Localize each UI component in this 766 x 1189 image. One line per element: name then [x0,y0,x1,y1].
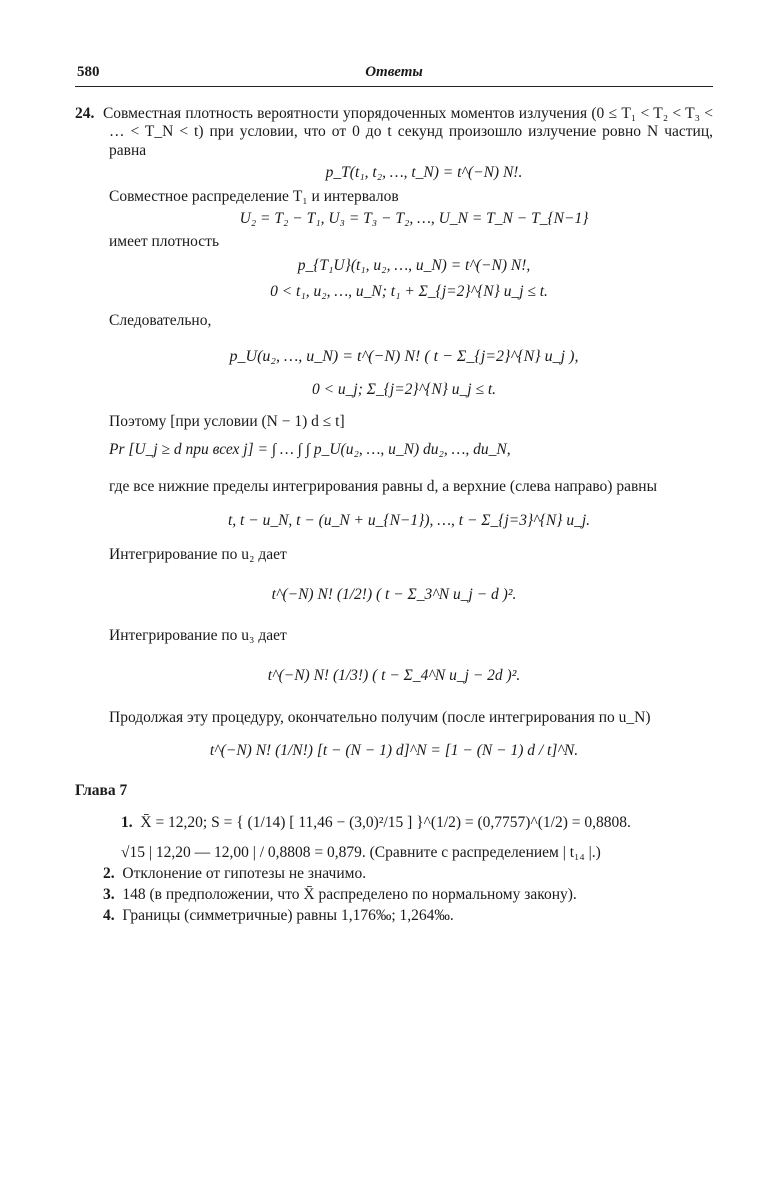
equation-4: Pr [U_j ≥ d при всех j] = ∫ … ∫ ∫ p_U(u₂, …, u_N) du₂, …, du_N, [109,441,511,459]
page-header [75,64,713,87]
equation-6: t^(−N) N! (1/3!) ( t − Σ_4^N u_j − 2d )². [267,666,521,684]
equation-1: p_T(t₁, t₂, …, t_N) = t^(−N) N!. [325,163,523,181]
problem-number: 24. [75,105,95,122]
answer-1-number: 1. [121,814,133,832]
answer-3-number: 3. [103,885,115,903]
continue-text: Продолжая эту процедуру, окончательно получим (после интегрирования по u_N) [109,709,651,727]
hence-text: Поэтому [при условии (N − 1) d ≤ t] [109,412,345,430]
intervals-equation: U₂ = T₂ − T₁, U₃ = T₃ − T₂, …, U_N = T_N − T_{N−1} [239,210,589,228]
has-density-text: имеет плотность [109,232,220,250]
answer-2 [103,865,713,883]
answer-2-text: Отклонение от гипотезы не значимо. [122,864,367,882]
integration-u3-text: Интегрирование по u₃ дает [109,626,287,644]
answer-4-text: Границы (симметричные) равны 1,176‰; 1,264‰. [122,907,454,925]
problem-24-intro [75,105,713,160]
chapter-title: Глава 7 [75,781,128,799]
running-title: Ответы [365,64,423,80]
limits-equation: t, t − u_N, t − (u_N + u_{N−1}), …, t − Σ_{j=3}^{N} u_j. [228,511,590,529]
page-number: 580 [77,64,100,80]
limits-text: где все нижние пределы интегрирования равны d, а верхние (слева направо) равны [109,477,657,495]
equation-3: p_U(u₂, …, u_N) = t^(−N) N! ( t − Σ_{j=2}^{N} u_j ), [229,347,579,365]
answer-1 [121,814,713,832]
answer-3 [103,886,713,904]
therefore-text: Следовательно, [109,311,212,329]
integration-u2-text: Интегрирование по u₂ дает [109,546,287,564]
answer-3-text: 148 (в предположении, что X̄ распределено по нормальному закону). [122,885,577,903]
equation-3-condition: 0 < u_j; Σ_{j=2}^{N} u_j ≤ t. [311,380,497,398]
page [75,64,713,925]
equation-7: t^(−N) N! (1/N!) [t − (N − 1) d]^N = [1 − (N − 1) d / t]^N. [209,741,579,759]
problem-24-intro-text: Совместная плотность вероятности упорядоченных моментов излучения (0 ≤ T₁ < T₂ < T₃ < … < T_N < t) при условии, что от 0 до t секунд произошло излучение ровно N частиц, равна [102,105,714,159]
answer-2-number: 2. [103,864,115,882]
equation-5: t^(−N) N! (1/2!) ( t − Σ_3^N u_j − d )². [271,586,517,604]
answer-1-line2: √15 | 12,20 — 12,00 | / 0,8808 = 0,879. (Сравните с распределением | t₁₄ |.) [121,844,601,862]
answer-4 [103,907,713,925]
joint-intro: Совместное распределение T₁ и интервалов [109,188,399,206]
answer-4-number: 4. [103,907,115,925]
equation-2: p_{T₁U}(t₁, u₂, …, u_N) = t^(−N) N!, [297,256,531,274]
equation-2-condition: 0 < t₁, u₂, …, u_N; t₁ + Σ_{j=2}^{N} u_j ≤ t. [270,283,548,301]
answer-1-formula: X̄ = 12,20; S = { (1/14) [ 11,46 − (3,0)²/15 ] }^(1/2) = (0,7757)^(1/2) = 0,8808. [140,814,631,832]
